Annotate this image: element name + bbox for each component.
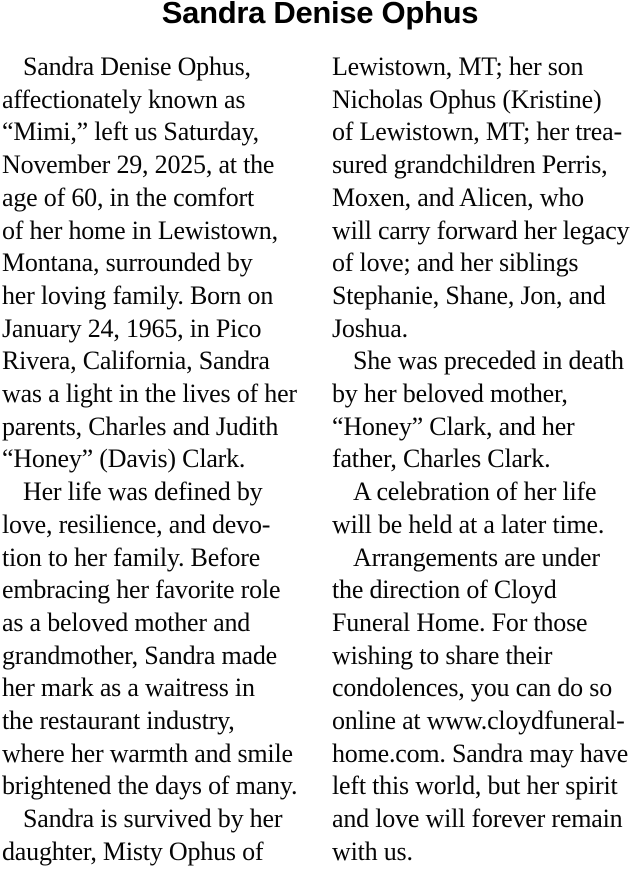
obituary-text-line: Stephanie, Shane, Jon, and [332,280,606,310]
obituary-text-line: “Honey” Clark, and her [332,411,575,441]
obituary-text-line: will be held at a later time. [332,509,605,539]
obituary-text-line: “Mimi,” left us Saturday, [2,117,259,147]
obituary-text-line: where her warmth and smile [2,738,293,768]
obituary-text-line: embracing her favorite role [2,575,281,605]
obituary-text-line: Joshua. [332,313,408,343]
obituary-text-line: January 24, 1965, in Pico [2,313,262,343]
obituary-text-line: left this world, but her spirit [332,771,618,801]
obituary-text-line: with us. [332,836,413,866]
obituary-text-line: of her home in Lewistown, [2,215,278,245]
obituary-text-line: Montana, surrounded by [2,248,253,278]
obituary-text-line: sured grandchildren Perris, [332,150,608,180]
obituary-text-line: the direction of Cloyd [332,575,557,605]
obituary-text-line: as a beloved mother and [2,607,251,637]
obituary-text-line: Her life was defined by [23,477,263,507]
obituary-title: Sandra Denise Ophus [161,0,479,30]
obituary-text-line: daughter, Misty Ophus of [2,836,264,866]
obituary-text-line: Moxen, and Alicen, who [332,182,584,212]
obituary-text-line: grandmother, Sandra made [2,640,278,670]
obituary-text-line: and love will forever remain [332,804,623,834]
obituary-text-line: of love; and her siblings [332,248,579,278]
obituary-column-right [332,51,629,869]
obituary-text-line: Sandra is survived by her [23,804,283,834]
obituary-text-line: wishing to share their [332,640,553,670]
obituary-text-line: will carry forward her legacy [332,215,630,245]
obituary-text-line: her loving family. Born on [2,280,274,310]
obituary-text-line: November 29, 2025, at the [2,150,275,180]
obituary-body [0,51,640,872]
obituary-text-line: her mark as a waitress in [2,673,255,703]
obituary-text-line: “Honey” (Davis) Clark. [2,444,246,474]
obituary-text-line: parents, Charles and Judith [2,411,279,441]
obituary-text-line: Sandra Denise Ophus, [23,52,251,81]
obituary-text-line: Funeral Home. For those [332,607,588,637]
obituary-text-line: by her beloved mother, [332,379,568,409]
obituary-text-line: A celebration of her life [353,477,597,507]
obituary-text-line: affectionately known as [2,84,246,114]
obituary-text-line: brightened the days of many. [2,771,298,801]
obituary-text-line: love, resilience, and devo- [2,509,271,539]
obituary-text-line: the restaurant industry, [2,706,235,736]
obituary-text-line: online at www.cloydfuneral- [332,706,625,736]
obituary-text-line: home.com. Sandra may have [332,738,629,768]
obituary-text-line: She was preceded in death [353,346,624,376]
obituary-text-line: Rivera, California, Sandra [2,346,270,376]
obituary-text-line: age of 60, in the comfort [2,182,255,212]
obituary-text-line: Arrangements are under [353,542,600,572]
obituary-text-line: was a light in the lives of her [2,379,297,409]
obituary-text-line: tion to her family. Before [2,542,261,572]
obituary-text-line: father, Charles Clark. [332,444,551,474]
obituary-text-line: Lewistown, MT; her son [332,52,584,81]
obituary-text-line: of Lewistown, MT; her trea- [332,117,622,147]
obituary-text-line: Nicholas Ophus (Kristine) [332,84,602,114]
obituary-column-left [2,51,297,869]
obituary-text-line: condolences, you can do so [332,673,613,703]
